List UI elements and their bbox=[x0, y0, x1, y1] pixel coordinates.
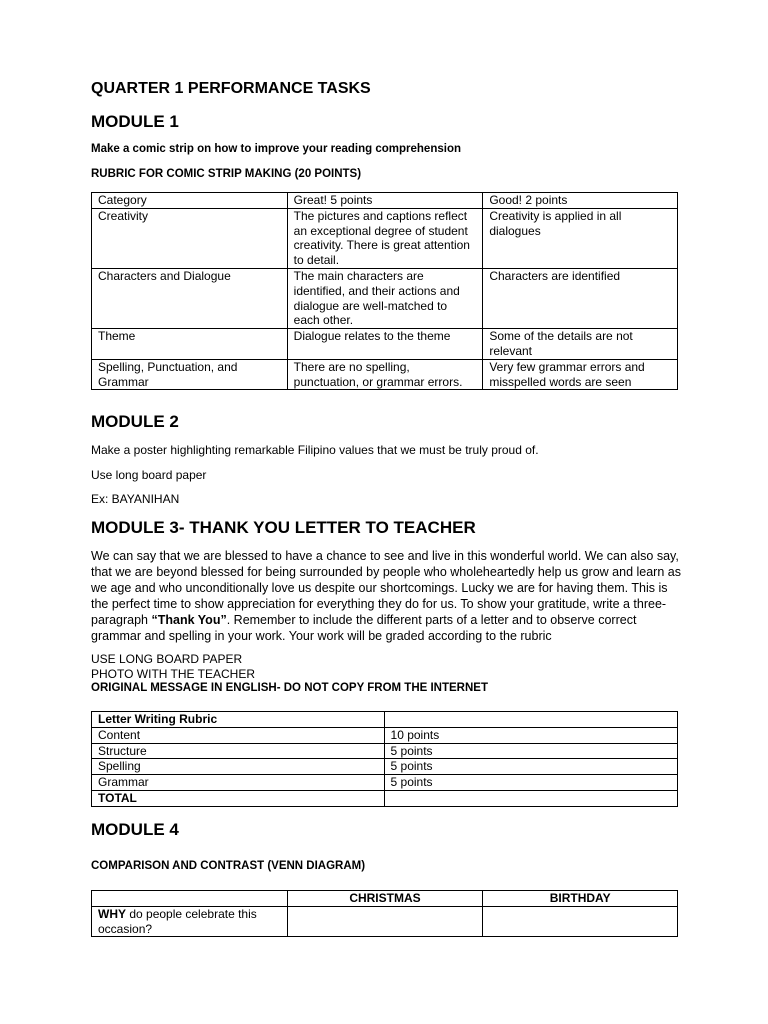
table-header-cell: Good! 2 points bbox=[483, 193, 678, 209]
table-cell bbox=[92, 891, 288, 907]
module-3-paragraph bbox=[91, 548, 681, 644]
table-cell bbox=[92, 906, 288, 937]
table-row bbox=[92, 359, 678, 390]
table-cell: Theme bbox=[92, 329, 288, 360]
table-cell bbox=[384, 712, 677, 728]
table-row bbox=[92, 906, 678, 937]
table-row bbox=[92, 268, 678, 328]
table-cell: TOTAL bbox=[92, 790, 385, 806]
table-cell: There are no spelling, punctuation, or grammar errors. bbox=[287, 359, 483, 390]
table-cell bbox=[384, 790, 677, 806]
table-cell bbox=[287, 906, 483, 937]
module-3-warning: ORIGINAL MESSAGE IN ENGLISH- DO NOT COPY FROM THE INTERNET bbox=[91, 682, 488, 694]
table-cell: Very few grammar errors and misspelled words are seen bbox=[483, 359, 678, 390]
table-cell: Characters are identified bbox=[483, 268, 678, 328]
table-cell: Content bbox=[92, 727, 385, 743]
module-3-note: USE LONG BOARD PAPER bbox=[91, 652, 243, 666]
table-cell bbox=[483, 906, 678, 937]
table-header-row bbox=[92, 891, 678, 907]
table-row bbox=[92, 743, 678, 759]
table-cell: Structure bbox=[92, 743, 385, 759]
table-header-cell: Category bbox=[92, 193, 288, 209]
module-2-instruction: Make a poster highlighting remarkable Filipino values that we must be truly proud of. bbox=[91, 443, 539, 457]
table-cell: 10 points bbox=[384, 727, 677, 743]
table-header-cell: CHRISTMAS bbox=[287, 891, 483, 907]
table-row bbox=[92, 775, 678, 791]
table-cell: Creativity is applied in all dialogues bbox=[483, 208, 678, 268]
table-header-row bbox=[92, 712, 678, 728]
letter-rubric-table bbox=[91, 711, 678, 807]
table-cell: 5 points bbox=[384, 775, 677, 791]
document-title: QUARTER 1 PERFORMANCE TASKS bbox=[91, 80, 371, 97]
table-row bbox=[92, 329, 678, 360]
module-2-material: Use long board paper bbox=[91, 468, 207, 482]
table-header-cell: BIRTHDAY bbox=[483, 891, 678, 907]
table-row bbox=[92, 759, 678, 775]
module-4-subtitle: COMPARISON AND CONTRAST (VENN DIAGRAM) bbox=[91, 860, 366, 872]
venn-comparison-table bbox=[91, 890, 678, 937]
table-cell: Dialogue relates to the theme bbox=[287, 329, 483, 360]
table-header-row bbox=[92, 193, 678, 209]
table-cell: The main characters are identified, and their actions and dialogue are well-matched to each other. bbox=[287, 268, 483, 328]
table-cell: The pictures and captions reflect an exceptional degree of student creativity. There is great attention to detail. bbox=[287, 208, 483, 268]
table-cell: 5 points bbox=[384, 759, 677, 775]
paragraph-emphasis: “Thank You” bbox=[151, 613, 227, 627]
module-3-heading: MODULE 3- THANK YOU LETTER TO TEACHER bbox=[91, 518, 476, 537]
table-cell: Grammar bbox=[92, 775, 385, 791]
table-cell: Some of the details are not relevant bbox=[483, 329, 678, 360]
module-2-example: Ex: BAYANIHAN bbox=[91, 492, 180, 506]
table-header-cell: Letter Writing Rubric bbox=[92, 712, 385, 728]
module-3-note: PHOTO WITH THE TEACHER bbox=[91, 667, 256, 681]
module-1-instruction: Make a comic strip on how to improve your reading comprehension bbox=[91, 143, 461, 155]
comic-rubric-table bbox=[91, 192, 678, 390]
row-label-text: do people celebrate this occasion? bbox=[98, 906, 257, 936]
table-header-cell: Great! 5 points bbox=[287, 193, 483, 209]
table-cell: Characters and Dialogue bbox=[92, 268, 288, 328]
paragraph-text: We can say that we are blessed to have a chance to see and live in this wonderful world. We can also say, that we are beyond blessed for being surrounded by people who wholeheartedly help us grow and learn as we age and who unconditionally love us despite our shortcomings. Lucky we are for having them. This is the perfect time to show appreciation for everything they do for us. To show your gratitude, write a three-paragraph bbox=[91, 549, 681, 627]
table-total-row bbox=[92, 790, 678, 806]
table-row bbox=[92, 727, 678, 743]
table-cell: 5 points bbox=[384, 743, 677, 759]
row-label-emphasis: WHY bbox=[98, 906, 126, 921]
table-row bbox=[92, 208, 678, 268]
table-cell: Spelling bbox=[92, 759, 385, 775]
module-4-heading: MODULE 4 bbox=[91, 820, 179, 839]
module-1-rubric-title: RUBRIC FOR COMIC STRIP MAKING (20 POINTS) bbox=[91, 168, 362, 180]
module-2-heading: MODULE 2 bbox=[91, 412, 179, 431]
module-1-heading: MODULE 1 bbox=[91, 112, 179, 131]
table-cell: Spelling, Punctuation, and Grammar bbox=[92, 359, 288, 390]
paragraph-text: . Remember to include the different parts of a letter and to observe correct grammar and spelling in your work. Your work will be graded according to the rubric bbox=[91, 613, 637, 643]
table-cell: Creativity bbox=[92, 208, 288, 268]
